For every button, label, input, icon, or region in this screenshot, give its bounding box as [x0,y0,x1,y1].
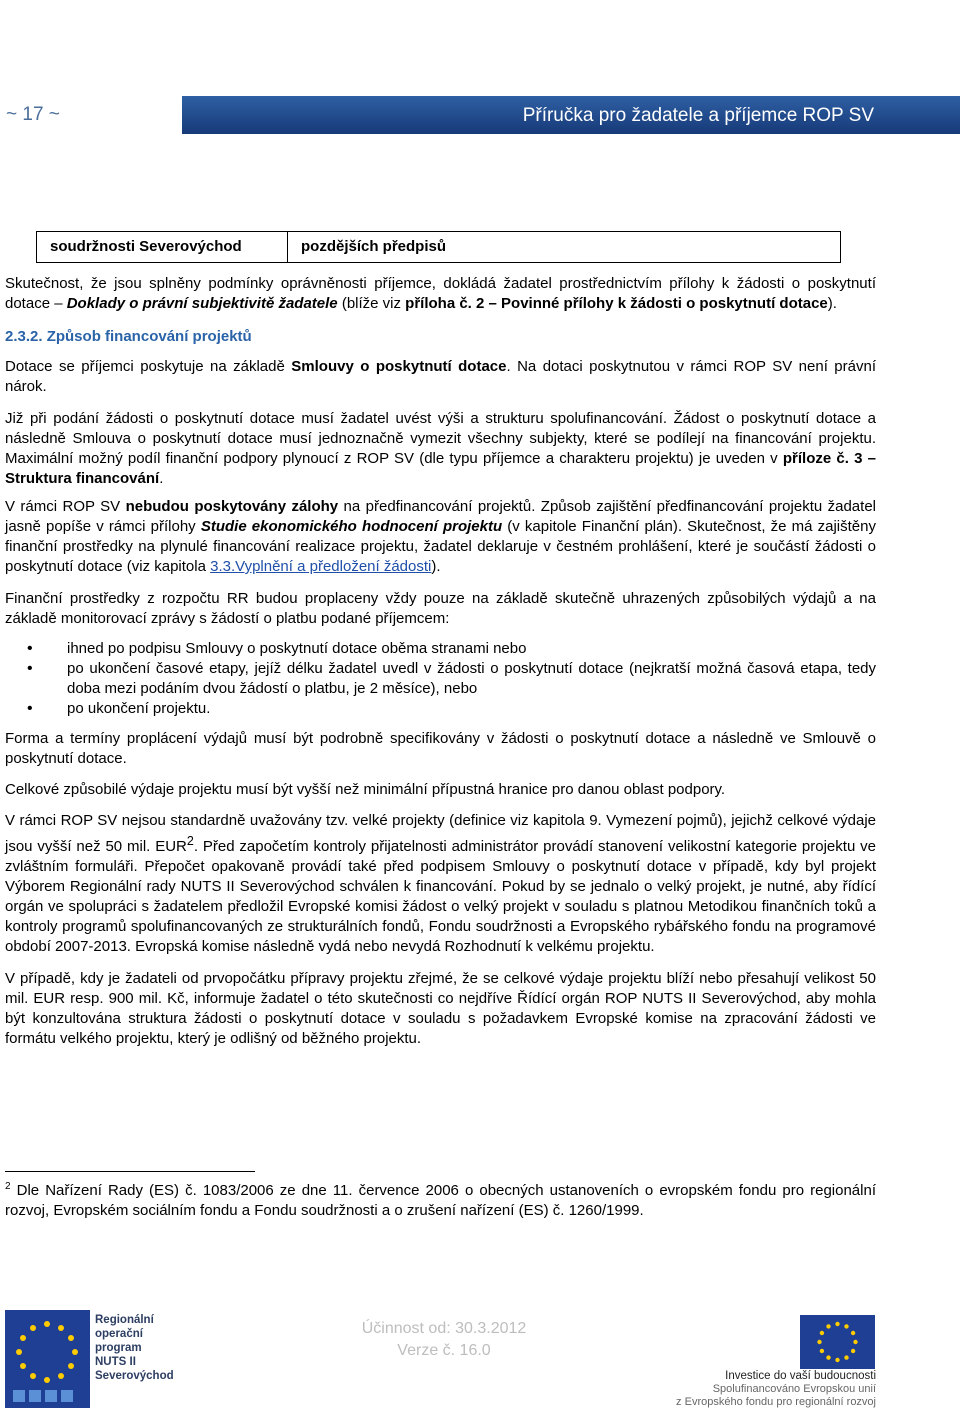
paragraph-payments: Finanční prostředky z rozpočtu RR budou proplaceny vždy pouze na základě skutečně uhrazených způsobilých výdajů a na základě monitorovací zprávy s žádostí o platbu podané příjemcem: [5,590,876,627]
paragraph-prefinancing: V rámci ROP SV nebudou poskytovány zálohy na předfinancování projektů. Způsob zajištění předfinancování projektu žadatel jasně popíše v rámci přílohy Studie ekonomického hodnocení projektu (v kapitole Finanční plán). Skutečnost, že má zajištěny finanční prostředky na plynulé financování realizace projektu, žadatel deklaruje v čestném prohlášení, které je součástí žádosti o poskytnutí dotace (viz kapitola 3.3.Vyplnění a předložení žádosti). [5,498,876,575]
paragraph-subsidy: Dotace se příjemci poskytuje na základě Smlouvy o poskytnutí dotace. Na dotaci poskytnutou v rámci ROP SV není právní nárok. [5,358,876,395]
paragraph-big-project-notice: V případě, kdy je žadateli od prvopočátku přípravy projektu zřejmé, že se celkové výdaje projektu blíží nebo přesahují velikost 50 mil. EUR resp. 900 mil. Kč, informuje žadatel o této skutečnosti co nejdříve Řídící orgán ROP NUTS II Severovýchod, aby mohla být konzultována struktura žádosti o poskytnutí dotace v souladu s požadavkem Evropské komise na zpracování žádosti ve formátu velkého projektu, který je odlišný od běžného projektu. [5,970,876,1047]
paragraph-forms: Forma a termíny proplácení výdajů musí být podrobně specifikovány v žádosti o poskytnutí dotace a následně ve Smlouvě o poskytnutí dotace. [5,730,876,767]
table-cell-1: soudržnosti Severovýchod [37,232,288,262]
paragraph-big-projects: V rámci ROP SV nejsou standardně uvažovány tzv. velké projekty (definice viz kapitola 9. Vymezení pojmů), jejichž celkové výdaje jsou vyšší než 50 mil. EUR$^2$. Před započetím kontroly přijatelnosti administrátor provádí stanovení velikostní kategorie projektu ve zvláštním formuláři. Přepočet opakovaně provádí také před podpisem Smlouvy o poskytnutí dotace v případě, kdy byl projekt Výborem Regionální rady NUTS II Severovýchod schválen k financování. Pokud by se jednalo o velký projekt, je nutné, aby řídící orgán ve spolupráci s žadatelem předložil Evropské komisi žádost o velký projekt v souladu s platnou Metodikou finančních toků a kontroly programů spolufinancovaných ze strukturálních fondů, Fondu soudržnosti a Evropského rybářského fondu na programové období 2007-2013. Evropská komise následně vydá nebo nevydá Rozhodnutí k velkému projektu. [5,812,876,955]
footnote-separator [5,1171,255,1172]
page-header [0,96,960,134]
footer-version-info [354,1318,534,1362]
document-body [5,274,876,1049]
footnote: $^2$ Dle Nařízení Rady (ES) č. 1083/2006 ze dne 11. července 2006 o obecných ustanoveních o evropském fondu pro regionální rozvoj, Evropském sociálním fondu a Fondu soudržnosti a o zrušení nařízení (ES) č. 1260/1999. [5,1181,876,1219]
chapter-link[interactable]: 3.3.Vyplnění a předložení žádosti [210,558,432,575]
paragraph-min-expenses: Celkové způsobilé výdaje projektu musí být vyšší než minimální přípustná hranice pro danou oblast podpory. [5,781,726,798]
table-cell-2: pozdějších předpisů [301,238,447,255]
eu-flag-icon [800,1315,875,1369]
payment-list [5,639,876,719]
eu-logo-text: Investice do vaší budoucnosti Spolufinancováno Evropskou unií z Evropského fondu pro regionální rozvoj [676,1370,876,1408]
list-item: • po ukončení časové etapy, jejíž délku žadatel uvedl v žádosti o poskytnutí dotace (nejkratší možná časová etapa, tedy doba mezi podáním dvou žádostí o platbu, je 2 měsíce), nebo [5,659,876,699]
version-number: Verze č. 16.0 [397,1342,491,1359]
paragraph-eligibility: Skutečnost, že jsou splněny podmínky oprávněnosti příjemce, dokládá žadatel prostřednictvím přílohy k žádosti o poskytnutí dotace – Doklady o právní subjektivitě žadatele (blíže viz příloha č. 2 – Povinné přílohy k žádosti o poskytnutí dotace). [5,275,876,312]
rop-logo-icon [5,1310,90,1408]
list-item: • ihned po podpisu Smlouvy o poskytnutí dotace oběma stranami nebo [5,639,876,659]
table-row [36,231,841,263]
section-heading: 2.3.2. Způsob financování projektů [5,328,252,345]
header-bar [182,96,960,134]
effective-date: Účinnost od: 30.3.2012 [361,1320,527,1337]
header-title: Příručka pro žadatele a příjemce ROP SV [522,105,874,126]
list-item: • po ukončení projektu. [5,699,876,719]
rop-logo-text: Regionální operační program NUTS II Severovýchod [95,1314,174,1382]
footnote-ref[interactable]: 2 [186,834,194,848]
page-number: ~ 17 ~ [6,104,60,125]
paragraph-cofinancing: Již při podání žádosti o poskytnutí dotace musí žadatel uvést výši a strukturu spolufinancování. Žádost o poskytnutí dotace a následně Smlouva o poskytnutí dotace musí jednoznačně vymezit všechny subjekty, které se podílejí na financování projektu. Maximální možný podíl finanční podpory plynoucí z ROP SV (dle typu příjemce a charakteru projektu) je uveden v příloze č. 3 – Struktura financování. [5,410,876,487]
